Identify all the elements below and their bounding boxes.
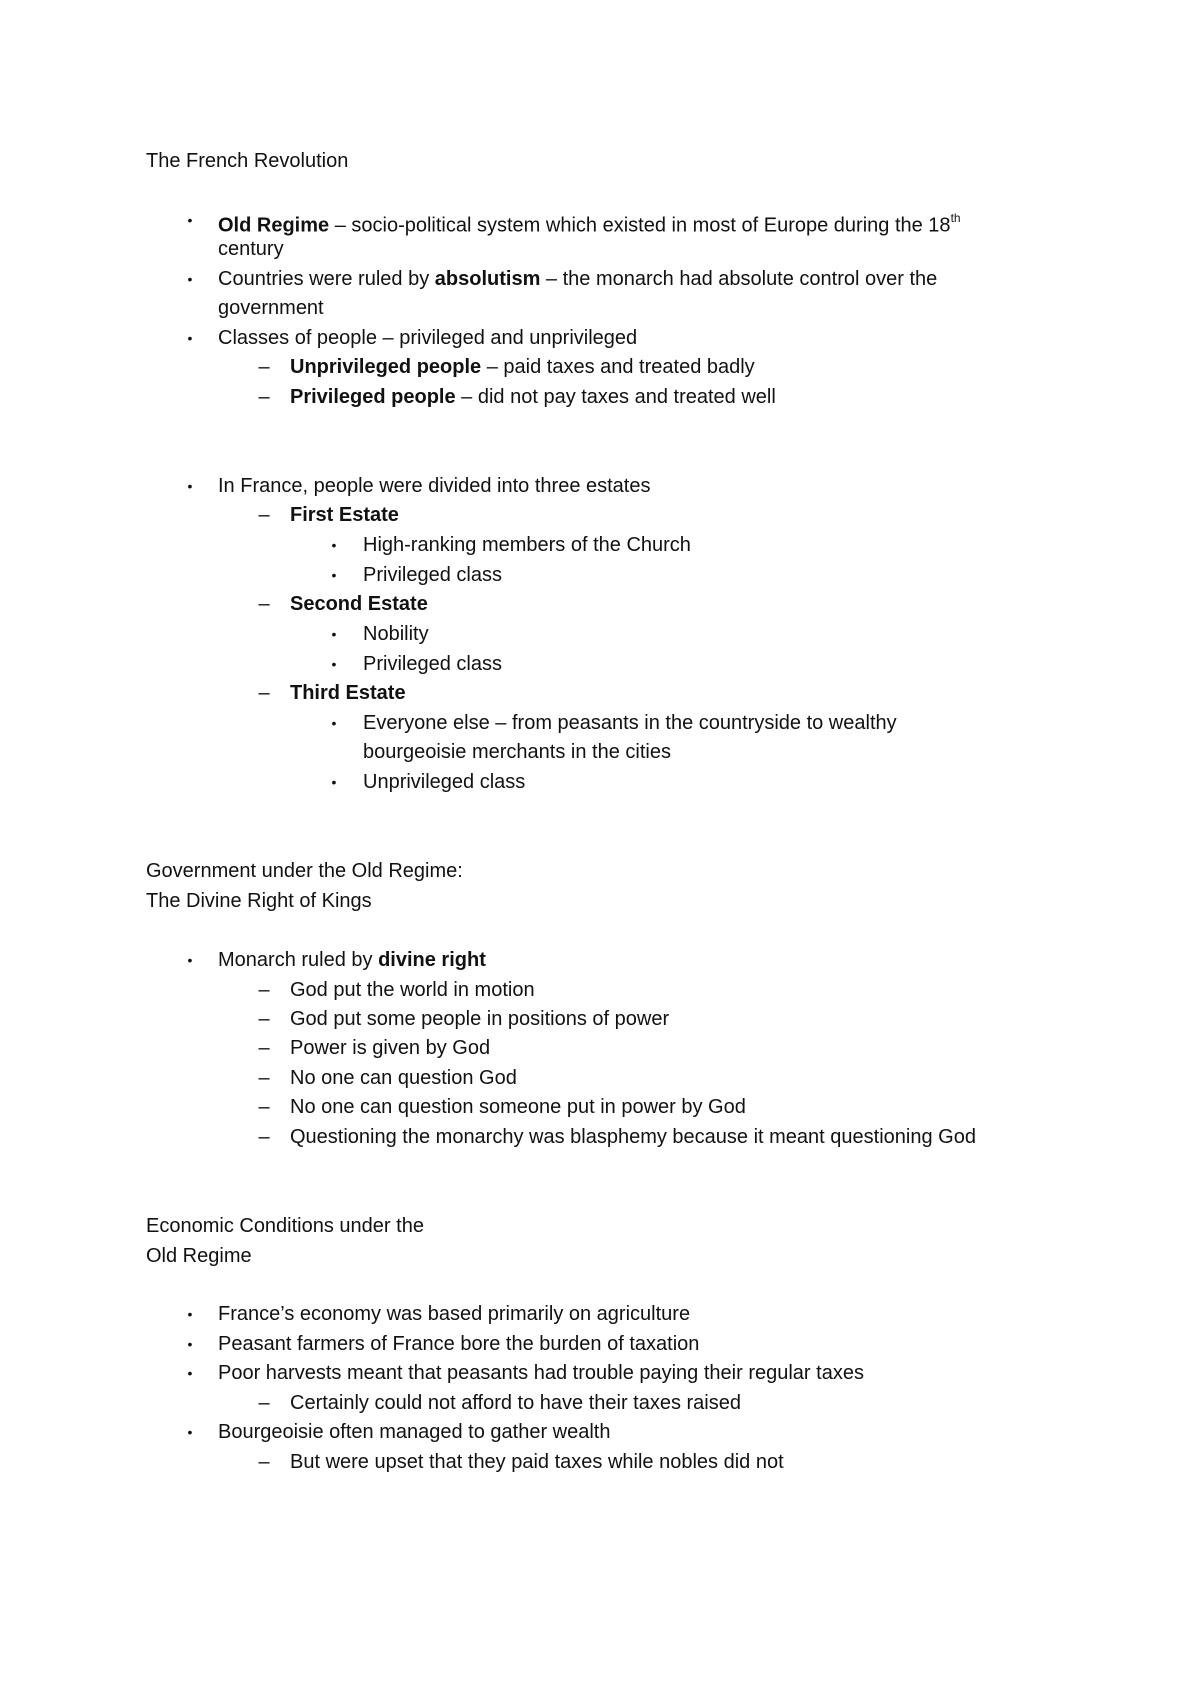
first-estate-heading: First Estate <box>290 504 399 526</box>
third-estate-item-cont: bourgeoisie merchants in the cities <box>363 741 671 763</box>
first-estate-item: Privileged class <box>363 564 502 586</box>
estates-bullet: In France, people were divided into three estates <box>218 475 651 497</box>
bullet-marker: • <box>331 715 337 731</box>
government-sub: No one can question God <box>290 1067 517 1089</box>
second-estate-item: Privileged class <box>363 653 502 675</box>
dash-marker: – <box>258 386 270 408</box>
dash-marker: – <box>258 979 270 1001</box>
bullet-marker: • <box>187 1336 193 1352</box>
section-title-economic: Economic Conditions under the <box>146 1215 424 1237</box>
government-sub: God put the world in motion <box>290 979 535 1001</box>
absolutism-bullet-cont: government <box>218 297 324 319</box>
third-estate-item: Unprivileged class <box>363 771 526 793</box>
bullet-marker: • <box>187 271 193 287</box>
government-sub: God put some people in positions of power <box>290 1008 670 1030</box>
second-estate-heading: Second Estate <box>290 593 428 615</box>
section-title-economic-cont: Old Regime <box>146 1245 252 1267</box>
bullet-marker: • <box>331 774 337 790</box>
economy-bullet: Poor harvests meant that peasants had trouble paying their regular taxes <box>218 1362 864 1384</box>
bullet-marker: • <box>331 626 337 642</box>
dash-marker: – <box>258 1451 270 1473</box>
section-title-french-revolution: The French Revolution <box>146 150 349 172</box>
third-estate-item: Everyone else – from peasants in the countryside to wealthy <box>363 712 897 734</box>
economy-sub: Certainly could not afford to have their taxes raised <box>290 1392 741 1414</box>
government-sub: Power is given by God <box>290 1037 491 1059</box>
bullet-marker: • <box>331 537 337 553</box>
government-sub: No one can question someone put in power by God <box>290 1096 746 1118</box>
economy-sub: But were upset that they paid taxes while nobles did not <box>290 1451 784 1473</box>
dash-marker: – <box>258 593 270 615</box>
bullet-marker: • <box>187 330 193 346</box>
bullet-marker: • <box>187 478 193 494</box>
economy-bullet: Peasant farmers of France bore the burden of taxation <box>218 1333 700 1355</box>
dash-marker: – <box>258 1096 270 1118</box>
dash-marker: – <box>258 356 270 378</box>
privileged-sub: Privileged people – did not pay taxes and treated well <box>290 386 776 408</box>
economy-bullet: Bourgeoisie often managed to gather wealth <box>218 1421 611 1443</box>
section-subtitle-divine-right: The Divine Right of Kings <box>146 890 372 912</box>
third-estate-heading: Third Estate <box>290 682 406 704</box>
bullet-marker: • <box>331 656 337 672</box>
dash-marker: – <box>258 1008 270 1030</box>
unprivileged-sub: Unprivileged people – paid taxes and treated badly <box>290 356 755 378</box>
first-estate-item: High-ranking members of the Church <box>363 534 691 556</box>
old-regime-bullet: Old Regime – socio-political system which existed in most of Europe during the 18th <box>218 211 961 237</box>
bullet-marker: • <box>331 567 337 583</box>
bullet-marker: • <box>187 212 193 228</box>
dash-marker: – <box>258 682 270 704</box>
classes-bullet: Classes of people – privileged and unprivileged <box>218 327 638 349</box>
section-title-government: Government under the Old Regime: <box>146 860 463 882</box>
government-sub: Questioning the monarchy was blasphemy because it meant questioning God <box>290 1126 976 1148</box>
absolutism-bullet: Countries were ruled by absolutism – the monarch had absolute control over the <box>218 268 938 290</box>
old-regime-bullet-cont: century <box>218 238 284 260</box>
dash-marker: – <box>258 504 270 526</box>
dash-marker: – <box>258 1037 270 1059</box>
dash-marker: – <box>258 1392 270 1414</box>
bullet-marker: • <box>187 1365 193 1381</box>
dash-marker: – <box>258 1126 270 1148</box>
bullet-marker: • <box>187 952 193 968</box>
dash-marker: – <box>258 1067 270 1089</box>
term: Old Regime <box>218 214 330 237</box>
divine-right-bullet: Monarch ruled by divine right <box>218 949 486 971</box>
bullet-marker: • <box>187 1306 193 1322</box>
second-estate-item: Nobility <box>363 623 429 645</box>
economy-bullet: France’s economy was based primarily on agriculture <box>218 1303 691 1325</box>
bullet-marker: • <box>187 1424 193 1440</box>
